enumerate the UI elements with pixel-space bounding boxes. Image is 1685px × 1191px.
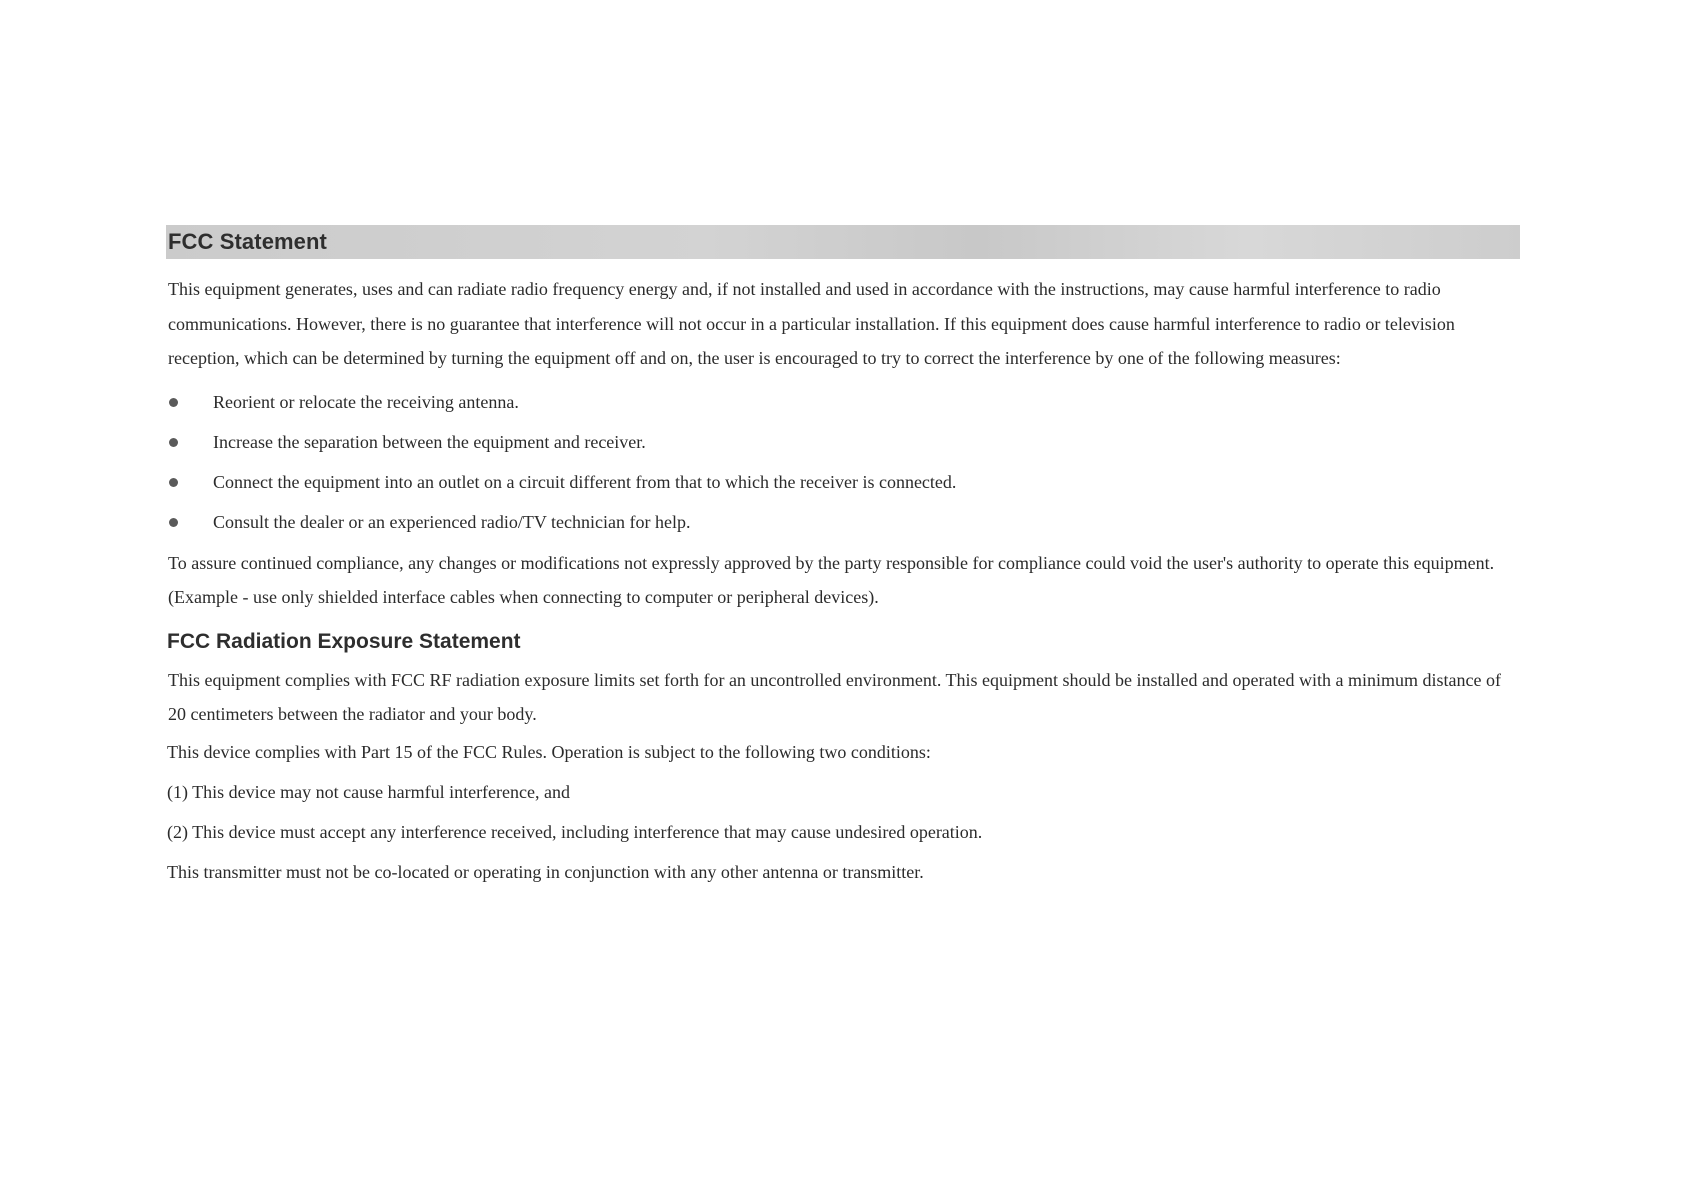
radiation-exposure-heading: FCC Radiation Exposure Statement <box>167 629 521 653</box>
radiation-exposure-paragraph: This equipment complies with FCC RF radiation exposure limits set forth for an uncontrolled environment. This equipment should be installed and operated with a minimum distance of 20 centimeters between the radiator and your body. <box>168 669 1501 724</box>
list-item <box>166 503 1520 543</box>
bullet-dot-icon <box>169 478 178 487</box>
colocation-statement: This transmitter must not be co-located or operating in conjunction with any other antenna or transmitter. <box>167 861 924 882</box>
condition-one: (1) This device may not cause harmful interference, and <box>167 781 570 802</box>
part15-statement: This device complies with Part 15 of the FCC Rules. Operation is subject to the following two conditions: <box>167 741 931 762</box>
list-item <box>166 383 1520 423</box>
measure-text: Reorient or relocate the receiving antenna. <box>213 392 519 412</box>
bullet-dot-icon <box>169 518 178 527</box>
measure-text: Connect the equipment into an outlet on a circuit different from that to which the receiver is connected. <box>213 472 957 492</box>
fcc-statement-title: FCC Statement <box>168 229 327 254</box>
fcc-intro-paragraph: This equipment generates, uses and can radiate radio frequency energy and, if not installed and used in accordance with the instructions, may cause harmful interference to radio communications. However, there is no guarantee that interference will not occur in a particular installation. If this equipment does cause harmful interference to radio or television reception, which can be determined by turning the equipment off and on, the user is encouraged to try to correct the interference by one of the following measures: <box>168 279 1455 368</box>
condition-two: (2) This device must accept any interference received, including interference that may cause undesired operation. <box>167 821 983 842</box>
interference-measures-list <box>166 383 1520 543</box>
measure-text: Consult the dealer or an experienced radio/TV technician for help. <box>213 512 691 532</box>
list-item <box>166 423 1520 463</box>
document-page <box>166 225 1520 892</box>
compliance-paragraph: To assure continued compliance, any changes or modifications not expressly approved by the party responsible for compliance could void the user's authority to operate this equipment. (Example - use only shielded interface cables when connecting to computer or peripheral devices). <box>168 552 1495 607</box>
list-item <box>166 463 1520 503</box>
bullet-dot-icon <box>169 438 178 447</box>
measure-text: Increase the separation between the equipment and receiver. <box>213 432 646 452</box>
bullet-dot-icon <box>169 398 178 407</box>
fcc-statement-header-bar <box>166 225 1520 259</box>
